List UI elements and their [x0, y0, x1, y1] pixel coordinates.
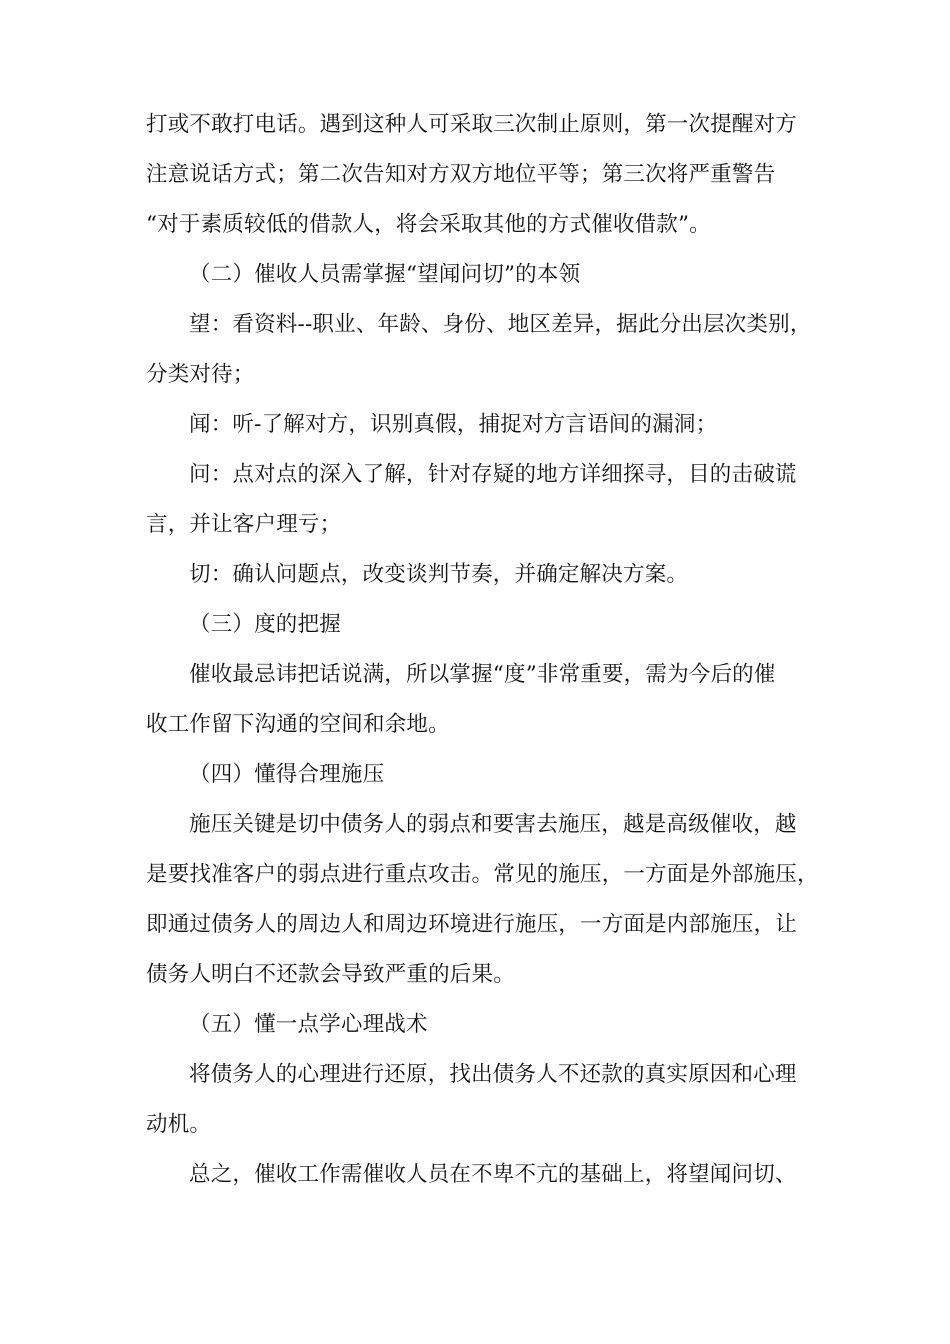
text-line: 分类对待；: [146, 362, 255, 387]
text-line: 望：看资料--职业、年龄、身份、地区差异，据此分出层次类别，: [189, 312, 812, 337]
text-line: 将债务人的心理进行还原，找出债务人不还款的真实原因和心理: [189, 1062, 797, 1087]
text-line: 问：点对点的深入了解，针对存疑的地方详细探寻，目的击破谎: [189, 462, 797, 487]
text-line: 闻：听-了解对方，识别真假，捕捉对方言语间的漏洞；: [189, 412, 718, 437]
text-line: 收工作留下沟通的空间和余地。: [146, 712, 450, 737]
document-body: [146, 100, 818, 1200]
text-line: 债务人明白不还款会导致严重的后果。: [146, 962, 515, 987]
text-line: 是要找准客户的弱点进行重点攻击。常见的施压，一方面是外部施压，: [146, 862, 819, 887]
section-heading-3: （三）度的把握: [189, 612, 341, 637]
text-line: 总之，催收工作需催收人员在不卑不亢的基础上，将望闻问切、: [189, 1162, 797, 1187]
text-line: 施压关键是切中债务人的弱点和要害去施压，越是高级催收，越: [189, 812, 797, 837]
text-line: 打或不敢打电话。遇到这种人可采取三次制止原则，第一次提醒对方: [146, 112, 798, 137]
text-line: “对于素质较低的借款人，将会采取其他的方式催收借款”。: [146, 212, 711, 237]
text-line: 言，并让客户理亏；: [146, 512, 342, 537]
text-line: 即通过债务人的周边人和周边环境进行施压，一方面是内部施压，让: [146, 912, 798, 937]
text-line: 切：确认问题点，改变谈判节奏，并确定解决方案。: [189, 562, 689, 587]
text-line: 注意说话方式；第二次告知对方双方地位平等；第三次将严重警告: [146, 162, 776, 187]
text-line: 催收最忌讳把话说满，所以掌握“度”非常重要，需为今后的催: [189, 662, 776, 687]
text-line: 动机。: [146, 1112, 212, 1137]
section-heading-5: （五）懂一点学心理战术: [189, 1012, 428, 1037]
section-heading-4: （四）懂得合理施压: [189, 762, 385, 787]
section-heading-2: （二）催收人员需掌握“望闻问切”的本领: [189, 262, 581, 287]
